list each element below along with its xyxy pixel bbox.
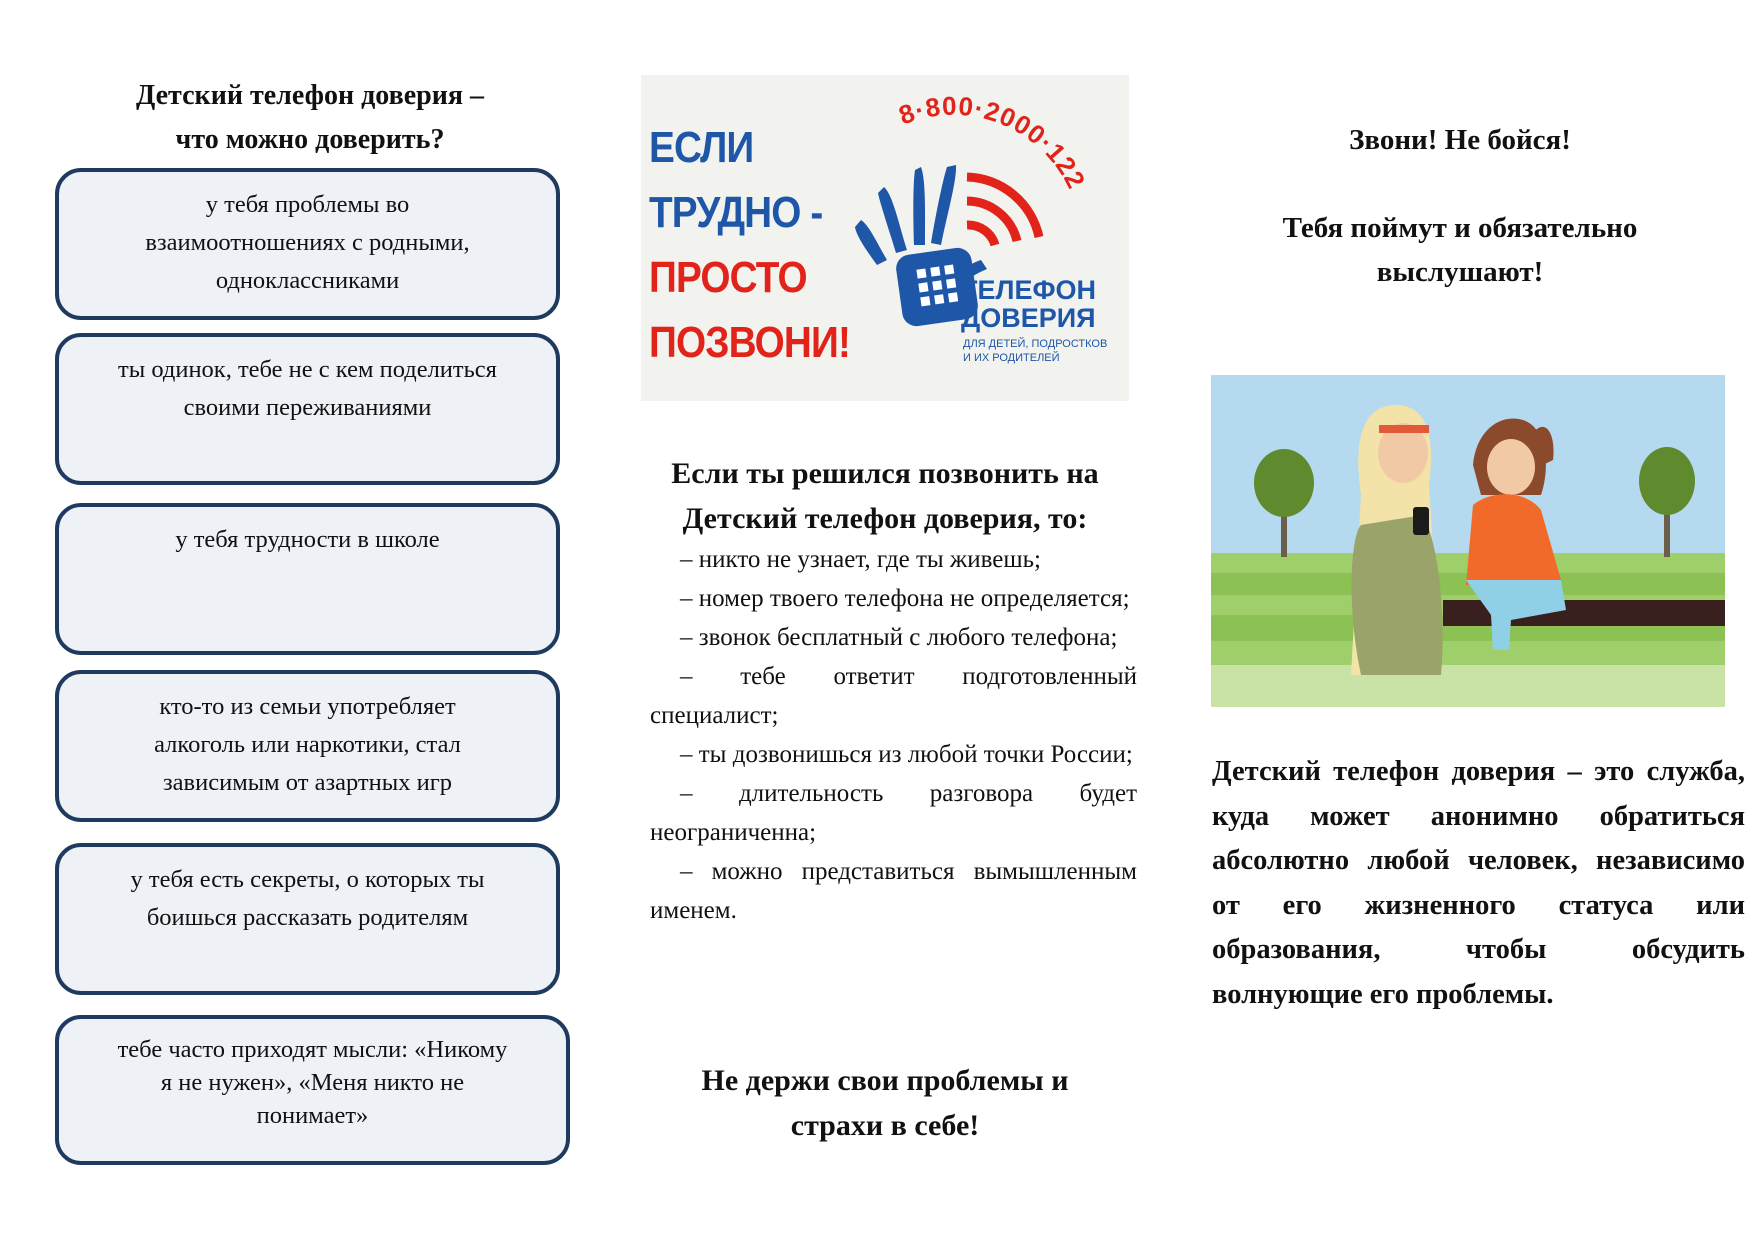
- service-description: Детский телефон доверия – это служба, куда может анонимно обратиться абсолютно любой человек, независимо от его жизненного статуса или образования, чтобы обсудить волнующие его проблемы.: [1212, 756, 1745, 1010]
- brand-line2: ДОВЕРИЯ: [961, 303, 1096, 333]
- brand-line1: ТЕЛЕФОН: [961, 275, 1096, 305]
- box-text-line: боишься рассказать родителям: [146, 904, 469, 931]
- middle-footer-line1: Не держи свои проблемы и: [701, 1064, 1069, 1097]
- box-text-line: у тебя проблемы во: [205, 191, 410, 218]
- girl-left-figure: [1351, 405, 1443, 675]
- list-item: – ты дозвонишься из любой точки России;: [680, 741, 1133, 768]
- signal-icon: [967, 177, 1039, 245]
- right-callout-line3: выслушают!: [1376, 256, 1544, 288]
- box-text-line: у тебя трудности в школе: [175, 526, 440, 553]
- middle-heading-line1: Если ты решился позвонить на: [671, 457, 1099, 490]
- phone-number-text: 8·800·2000·122: [894, 90, 1092, 194]
- box-text-line: я не нужен», «Меня никто не: [160, 1069, 465, 1096]
- box-text-line: у тебя есть секреты, о которых ты: [130, 866, 485, 893]
- list-item: – можно представиться вымышленным именем.: [650, 858, 1137, 924]
- banner-slogan-line3: ПРОСТО: [649, 253, 807, 302]
- helpline-banner: [641, 75, 1129, 401]
- right-callout: [1205, 118, 1715, 294]
- middle-footer: [641, 1058, 1129, 1148]
- list-item: – тебе ответит подготовленный специалист;: [650, 663, 1137, 729]
- keypad-icon: [916, 265, 958, 307]
- box-text-line: понимает»: [256, 1102, 369, 1129]
- left-title-line1: Детский телефон доверия –: [136, 80, 484, 111]
- box-text-line: ты одинок, тебе не с кем поделиться: [118, 356, 497, 383]
- topic-box-relationships: [55, 168, 560, 320]
- guarantees-list: [650, 540, 1137, 930]
- list-item: – никто не узнает, где ты живешь;: [680, 546, 1041, 573]
- helpline-logo: [641, 75, 1129, 401]
- box-text-line: кто-то из семьи употребляет: [159, 693, 456, 720]
- topic-box-family-addiction: [55, 670, 560, 822]
- left-title: [70, 74, 550, 162]
- topic-box-school: [55, 503, 560, 655]
- right-callout-line1: Звони! Не бойся!: [1349, 124, 1571, 156]
- box-text-line: алкоголь или наркотики, стал: [154, 731, 461, 758]
- topic-box-secrets: [55, 843, 560, 995]
- banner-slogan-line2: ТРУДНО -: [649, 188, 823, 237]
- banner-slogan-line4: ПОЗВОНИ!: [649, 318, 850, 367]
- phone-icon: [1413, 507, 1429, 535]
- brand-sub1: ДЛЯ ДЕТЕЙ, ПОДРОСТКОВ: [963, 338, 1108, 350]
- list-item: – номер твоего телефона не определяется;: [680, 585, 1130, 612]
- right-callout-line2: Тебя поймут и обязательно: [1282, 212, 1638, 244]
- list-item: – длительность разговора будет неограниченна;: [650, 780, 1137, 846]
- box-text-line: тебе часто приходят мысли: «Никому: [117, 1036, 508, 1063]
- box-text-line: одноклассниками: [215, 267, 400, 294]
- banner-slogan-line1: ЕСЛИ: [649, 123, 754, 172]
- box-text-line: своими переживаниями: [183, 394, 432, 421]
- middle-footer-line2: страхи в себе!: [790, 1109, 980, 1142]
- girls-on-bench-illustration: [1211, 375, 1725, 707]
- topic-box-loneliness: [55, 333, 560, 485]
- box-text-line: зависимым от азартных игр: [163, 769, 452, 796]
- middle-heading-line2: Детский телефон доверия, то:: [682, 502, 1088, 535]
- topic-box-thoughts: [55, 1015, 570, 1165]
- middle-heading: [641, 451, 1129, 541]
- left-title-line2: что можно доверить?: [175, 124, 445, 155]
- list-item: – звонок бесплатный с любого телефона;: [680, 624, 1118, 651]
- box-text-line: взаимоотношениях с родными,: [145, 229, 470, 256]
- brand-sub2: И ИХ РОДИТЕЛЕЙ: [963, 352, 1060, 364]
